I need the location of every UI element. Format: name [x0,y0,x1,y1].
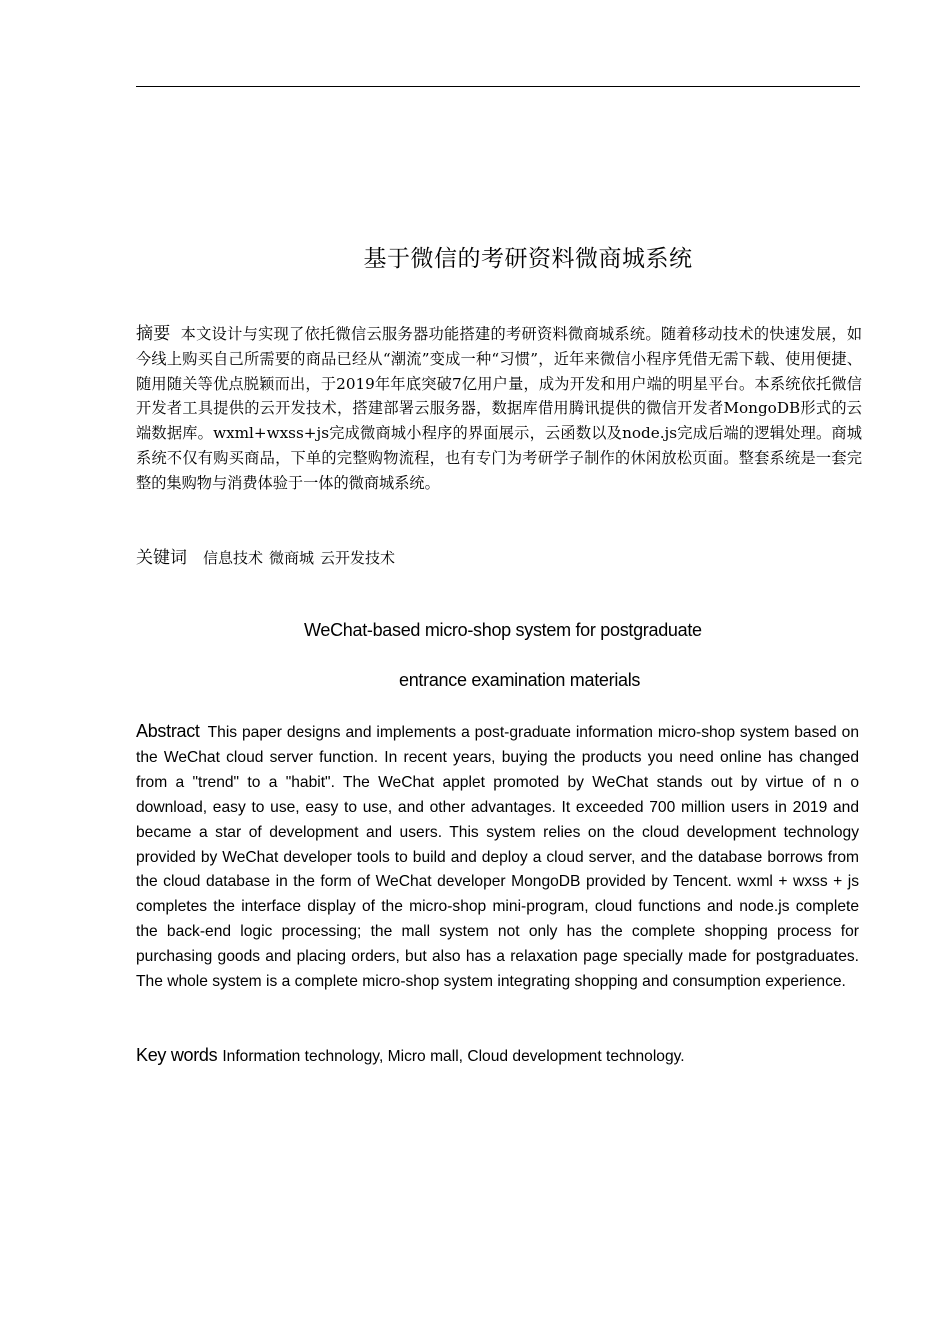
header-rule [136,86,860,87]
english-abstract [136,719,859,995]
chinese-keyword: 微商城 [269,549,315,567]
english-keywords [136,1043,860,1069]
chinese-keyword: 信息技术 [203,549,264,567]
english-title-line-2: entrance examination materials [399,670,641,690]
chinese-keyword: 云开发技术 [320,549,396,567]
english-keywords-text: Information technology, Micro mall, Cloud development technology. [222,1048,685,1065]
chinese-keywords-label: 关键词 [136,548,187,568]
chinese-title: 基于微信的考研资料微商城系统 [363,246,693,272]
chinese-keywords [136,546,860,570]
english-title-line-1: WeChat-based micro-shop system for postgraduate [304,620,702,640]
chinese-abstract-text: 本文设计与实现了依托微信云服务器功能搭建的考研资料微商城系统。随着移动技术的快速发展，如今线上购买自己所需要的商品已经从“潮流”变成一种“习惯”，近年来微信小程序凭借无需下载、使用便捷、随用随关等优点脱颖而出，于2019年年底突破7亿用户量，成为开发和用户端的明星平台。本系统依托微信开发者工具提供的云开发技术，搭建部署云服务器，数据库借用腾讯提供的微信开发者MongoDB形式的云端数据库。wxml+wxss+js完成微商城小程序的界面展示，云函数以及node.js完成后端的逻辑处理。商城系统不仅有购买商品，下单的完整购物流程，也有专门为考研学子制作的休闲放松页面。整套系统是一套完整的集购物与消费体验于一体的微商城系统。 [136,325,863,492]
english-keywords-label: Key words [136,1045,218,1065]
english-abstract-text: This paper designs and implements a post-graduate information micro-shop system based on the WeChat cloud server function. In recent years, buying the products you need online has changed from a "trend" to a "habit". The WeChat applet promoted by WeChat stands out by virtue of n o download, easy to use, easy to use, and other advantages. It exceeded 700 million users in 2019 and became a star of development and users. This system relies on the cloud development technology provided by WeChat developer tools to build and deploy a cloud server, and the database borrows from the cloud database in the form of WeChat developer MongoDB provided by Tencent. wxml + wxss + js completes the interface display of the micro-shop mini-program, cloud functions and node.js complete the back-end logic processing; the mall system not only has the complete shopping process for purchasing goods and placing orders, but also has a relaxation page specially made for postgraduates. The whole system is a complete micro-shop system integrating shopping and consumption experience. [136,724,859,991]
english-abstract-label: Abstract [136,721,200,741]
chinese-abstract [136,322,862,496]
chinese-abstract-label: 摘要 [136,324,171,344]
